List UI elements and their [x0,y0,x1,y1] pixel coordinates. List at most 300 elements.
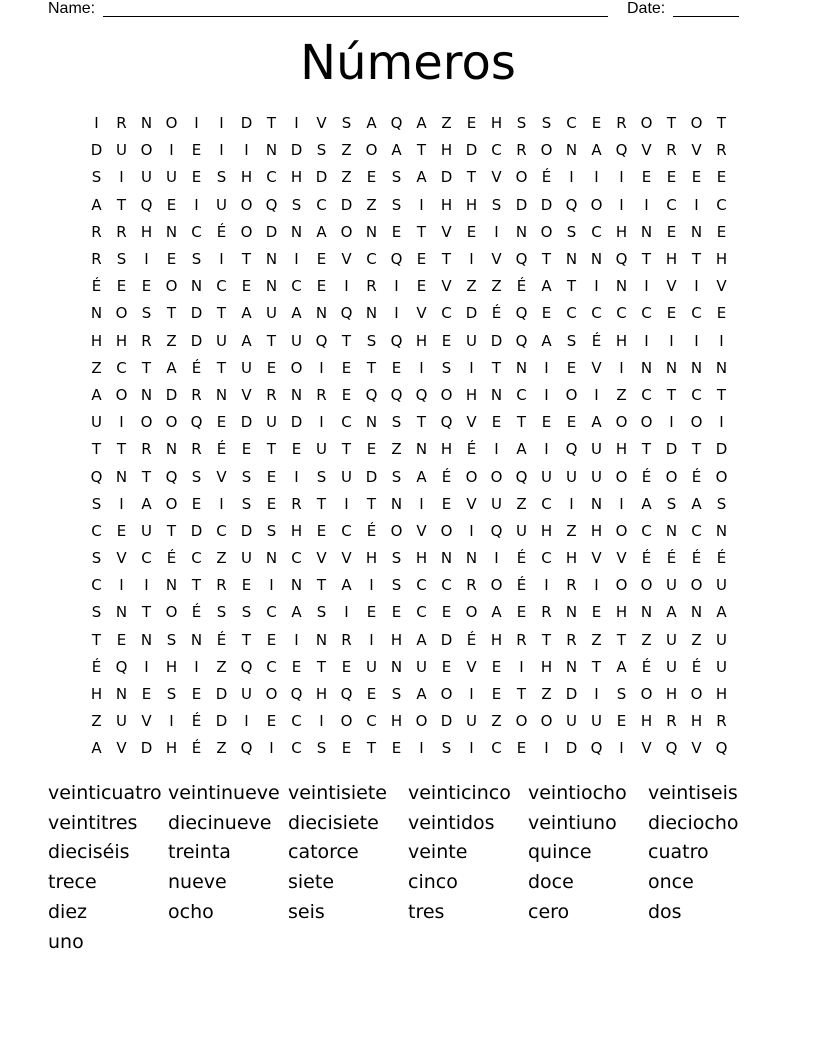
grid-letter[interactable]: O [165,114,178,133]
grid-letter[interactable]: E [241,440,252,459]
grid-letter[interactable]: D [190,521,203,540]
grid-letter[interactable]: Q [715,739,728,758]
grid-letter[interactable]: N [140,114,153,133]
grid-letter[interactable]: N [515,222,528,241]
name-field-line[interactable] [103,0,608,17]
grid-letter[interactable]: O [640,114,653,133]
grid-letter[interactable]: Q [365,385,378,404]
grid-letter[interactable]: É [641,549,652,568]
grid-letter[interactable]: D [290,413,303,432]
grid-letter[interactable]: E [191,494,202,513]
grid-letter[interactable]: S [266,521,277,540]
grid-letter[interactable]: A [291,603,302,622]
grid-letter[interactable]: N [265,549,278,568]
grid-letter[interactable]: I [644,331,649,350]
grid-letter[interactable]: N [165,222,178,241]
grid-letter[interactable]: É [366,521,377,540]
grid-letter[interactable]: Q [515,250,528,269]
grid-letter[interactable]: Q [240,657,253,676]
grid-letter[interactable]: T [566,277,577,296]
grid-letter[interactable]: D [515,195,528,214]
grid-letter[interactable]: C [666,195,677,214]
grid-letter[interactable]: Q [140,195,153,214]
grid-letter[interactable]: S [391,685,402,704]
grid-letter[interactable]: E [116,277,127,296]
grid-letter[interactable]: N [715,358,728,377]
grid-letter[interactable]: I [219,494,224,513]
grid-letter[interactable]: O [615,576,628,595]
grid-letter[interactable]: E [316,277,327,296]
grid-letter[interactable]: O [690,576,703,595]
grid-letter[interactable]: Q [190,413,203,432]
grid-letter[interactable]: R [716,141,727,160]
grid-letter[interactable]: Z [491,712,502,731]
grid-letter[interactable]: I [319,358,324,377]
grid-letter[interactable]: T [341,440,352,459]
grid-letter[interactable]: T [341,331,352,350]
grid-letter[interactable]: C [91,521,102,540]
grid-letter[interactable]: T [266,114,277,133]
grid-letter[interactable]: U [166,168,177,187]
grid-letter[interactable]: U [216,195,227,214]
grid-letter[interactable]: U [666,657,677,676]
grid-letter[interactable]: U [416,657,427,676]
grid-letter[interactable]: C [291,712,302,731]
grid-letter[interactable]: N [365,413,378,432]
grid-letter[interactable]: R [291,494,302,513]
grid-letter[interactable]: E [266,494,277,513]
grid-letter[interactable]: I [594,385,599,404]
grid-letter[interactable]: O [490,576,503,595]
grid-letter[interactable]: C [191,549,202,568]
grid-letter[interactable]: V [691,739,702,758]
grid-letter[interactable]: R [616,114,627,133]
grid-letter[interactable]: A [591,413,602,432]
grid-letter[interactable]: I [619,358,624,377]
grid-letter[interactable]: U [716,630,727,649]
grid-letter[interactable]: O [715,467,728,486]
grid-letter[interactable]: Z [91,712,102,731]
grid-letter[interactable]: S [241,494,252,513]
grid-letter[interactable]: I [169,141,174,160]
grid-letter[interactable]: V [241,385,252,404]
grid-letter[interactable]: I [619,739,624,758]
grid-letter[interactable]: I [244,141,249,160]
grid-letter[interactable]: N [565,603,578,622]
grid-letter[interactable]: U [241,358,252,377]
grid-letter[interactable]: Q [615,250,628,269]
grid-letter[interactable]: O [440,685,453,704]
grid-letter[interactable]: N [390,657,403,676]
grid-letter[interactable]: I [219,250,224,269]
grid-letter[interactable]: V [691,141,702,160]
grid-letter[interactable]: É [641,467,652,486]
grid-letter[interactable]: S [316,467,327,486]
grid-letter[interactable]: C [116,358,127,377]
grid-letter[interactable]: I [594,576,599,595]
grid-letter[interactable]: D [540,195,553,214]
grid-letter[interactable]: Q [565,440,578,459]
grid-letter[interactable]: V [341,250,352,269]
grid-letter[interactable]: N [265,277,278,296]
grid-letter[interactable]: T [416,141,427,160]
grid-letter[interactable]: O [515,712,528,731]
grid-letter[interactable]: C [566,304,577,323]
grid-letter[interactable]: I [394,277,399,296]
grid-letter[interactable]: V [491,250,502,269]
grid-letter[interactable]: I [144,576,149,595]
grid-letter[interactable]: A [541,277,552,296]
grid-letter[interactable]: V [616,549,627,568]
grid-letter[interactable]: O [140,413,153,432]
grid-letter[interactable]: H [90,685,103,704]
grid-letter[interactable]: I [194,114,199,133]
grid-letter[interactable]: U [116,141,127,160]
grid-letter[interactable]: E [491,685,502,704]
grid-letter[interactable]: C [641,385,652,404]
grid-letter[interactable]: S [91,549,102,568]
grid-letter[interactable]: I [544,576,549,595]
grid-letter[interactable]: H [640,712,653,731]
grid-letter[interactable]: T [491,358,502,377]
grid-letter[interactable]: C [216,521,227,540]
grid-letter[interactable]: C [216,277,227,296]
grid-letter[interactable]: N [665,521,678,540]
grid-letter[interactable]: É [191,739,202,758]
grid-letter[interactable]: V [641,739,652,758]
grid-letter[interactable]: N [490,385,503,404]
grid-letter[interactable]: T [541,630,552,649]
grid-letter[interactable]: S [191,250,202,269]
grid-letter[interactable]: S [491,195,502,214]
grid-letter[interactable]: É [91,657,102,676]
grid-letter[interactable]: Q [515,331,528,350]
grid-letter[interactable]: R [516,630,527,649]
grid-letter[interactable]: I [144,250,149,269]
grid-letter[interactable]: Q [440,413,453,432]
grid-letter[interactable]: É [91,277,102,296]
grid-letter[interactable]: C [691,304,702,323]
grid-letter[interactable]: C [141,549,152,568]
grid-letter[interactable]: R [141,440,152,459]
grid-letter[interactable]: A [666,603,677,622]
grid-letter[interactable]: T [641,440,652,459]
grid-letter[interactable]: Z [491,277,502,296]
grid-letter[interactable]: T [366,494,377,513]
grid-letter[interactable]: I [294,250,299,269]
grid-letter[interactable]: H [590,521,603,540]
grid-letter[interactable]: U [366,657,377,676]
grid-letter[interactable]: S [116,250,127,269]
grid-letter[interactable]: H [565,549,578,568]
grid-letter[interactable]: E [541,413,552,432]
grid-letter[interactable]: U [591,712,602,731]
grid-letter[interactable]: I [544,739,549,758]
grid-letter[interactable]: D [440,712,453,731]
grid-letter[interactable]: E [366,168,377,187]
grid-letter[interactable]: R [566,576,577,595]
grid-letter[interactable]: O [540,712,553,731]
grid-letter[interactable]: U [91,413,102,432]
grid-letter[interactable]: T [141,358,152,377]
grid-letter[interactable]: V [466,494,477,513]
grid-letter[interactable]: E [316,250,327,269]
grid-letter[interactable]: S [516,114,527,133]
grid-letter[interactable]: S [241,467,252,486]
grid-letter[interactable]: V [641,141,652,160]
grid-letter[interactable]: É [191,603,202,622]
grid-letter[interactable]: C [266,603,277,622]
grid-letter[interactable]: C [416,576,427,595]
grid-letter[interactable]: C [566,114,577,133]
grid-letter[interactable]: N [415,440,428,459]
grid-letter[interactable]: T [316,576,327,595]
grid-letter[interactable]: I [119,494,124,513]
grid-letter[interactable]: C [366,250,377,269]
grid-letter[interactable]: Q [615,141,628,160]
grid-letter[interactable]: E [191,685,202,704]
grid-letter[interactable]: Q [390,250,403,269]
grid-letter[interactable]: E [416,277,427,296]
grid-letter[interactable]: E [716,222,727,241]
grid-letter[interactable]: R [116,114,127,133]
grid-letter[interactable]: A [541,331,552,350]
grid-letter[interactable]: N [615,277,628,296]
grid-letter[interactable]: S [91,168,102,187]
grid-letter[interactable]: H [240,168,253,187]
grid-letter[interactable]: O [140,141,153,160]
grid-letter[interactable]: É [716,549,727,568]
grid-letter[interactable]: I [244,712,249,731]
grid-letter[interactable]: U [566,712,577,731]
grid-letter[interactable]: O [115,304,128,323]
grid-letter[interactable]: A [616,657,627,676]
grid-letter[interactable]: N [290,576,303,595]
grid-letter[interactable]: N [165,440,178,459]
grid-letter[interactable]: O [465,603,478,622]
grid-letter[interactable]: É [216,630,227,649]
grid-letter[interactable]: U [266,413,277,432]
grid-letter[interactable]: D [290,141,303,160]
grid-letter[interactable]: Q [415,385,428,404]
grid-letter[interactable]: E [191,141,202,160]
grid-letter[interactable]: N [365,304,378,323]
grid-letter[interactable]: I [594,277,599,296]
grid-letter[interactable]: I [119,413,124,432]
grid-letter[interactable]: S [666,494,677,513]
grid-letter[interactable]: I [469,685,474,704]
grid-letter[interactable]: N [265,141,278,160]
grid-letter[interactable]: Q [515,304,528,323]
grid-letter[interactable]: T [216,304,227,323]
grid-letter[interactable]: Z [541,685,552,704]
grid-letter[interactable]: E [666,168,677,187]
grid-letter[interactable]: T [591,657,602,676]
grid-letter[interactable]: O [165,603,178,622]
grid-letter[interactable]: I [194,195,199,214]
grid-letter[interactable]: H [165,739,178,758]
grid-letter[interactable]: Z [341,141,352,160]
grid-letter[interactable]: O [240,195,253,214]
grid-letter[interactable]: H [690,712,703,731]
grid-letter[interactable]: O [540,222,553,241]
grid-letter[interactable]: S [141,304,152,323]
grid-letter[interactable]: H [290,521,303,540]
grid-letter[interactable]: É [691,549,702,568]
grid-letter[interactable]: Q [340,685,353,704]
grid-letter[interactable]: N [215,385,228,404]
grid-letter[interactable]: I [269,576,274,595]
grid-letter[interactable]: R [341,630,352,649]
grid-letter[interactable]: U [466,712,477,731]
grid-letter[interactable]: E [341,739,352,758]
grid-letter[interactable]: E [241,576,252,595]
grid-letter[interactable]: H [415,331,428,350]
grid-letter[interactable]: N [590,494,603,513]
grid-letter[interactable]: E [141,277,152,296]
grid-letter[interactable]: H [615,331,628,350]
grid-letter[interactable]: A [166,358,177,377]
grid-letter[interactable]: I [719,413,724,432]
grid-letter[interactable]: I [694,195,699,214]
grid-letter[interactable]: Z [216,657,227,676]
grid-letter[interactable]: E [691,168,702,187]
grid-letter[interactable]: T [241,630,252,649]
grid-letter[interactable]: V [466,413,477,432]
grid-letter[interactable]: E [666,222,677,241]
grid-letter[interactable]: S [166,685,177,704]
grid-letter[interactable]: D [190,331,203,350]
grid-letter[interactable]: H [540,657,553,676]
grid-letter[interactable]: H [665,250,678,269]
grid-letter[interactable]: A [141,494,152,513]
grid-letter[interactable]: C [291,549,302,568]
grid-letter[interactable]: É [441,467,452,486]
grid-letter[interactable]: O [640,576,653,595]
grid-letter[interactable]: R [316,385,327,404]
grid-letter[interactable]: E [266,630,277,649]
grid-letter[interactable]: Z [691,630,702,649]
grid-letter[interactable]: R [716,712,727,731]
grid-letter[interactable]: I [494,549,499,568]
grid-letter[interactable]: É [216,440,227,459]
grid-letter[interactable]: N [115,467,128,486]
grid-letter[interactable]: N [140,385,153,404]
grid-letter[interactable]: I [369,630,374,649]
grid-letter[interactable]: U [266,304,277,323]
grid-letter[interactable]: I [219,141,224,160]
grid-letter[interactable]: O [515,168,528,187]
grid-letter[interactable]: D [490,331,503,350]
grid-letter[interactable]: A [241,304,252,323]
grid-letter[interactable]: V [466,657,477,676]
grid-letter[interactable]: H [490,630,503,649]
grid-letter[interactable]: H [440,141,453,160]
grid-letter[interactable]: R [191,440,202,459]
grid-letter[interactable]: N [365,222,378,241]
grid-letter[interactable]: É [691,657,702,676]
grid-letter[interactable]: I [169,712,174,731]
grid-letter[interactable]: E [291,657,302,676]
grid-letter[interactable]: É [466,440,477,459]
grid-letter[interactable]: T [266,331,277,350]
grid-letter[interactable]: Z [441,114,452,133]
grid-letter[interactable]: D [240,521,253,540]
grid-letter[interactable]: O [440,521,453,540]
grid-letter[interactable]: A [391,141,402,160]
grid-letter[interactable]: I [419,739,424,758]
grid-letter[interactable]: E [291,440,302,459]
grid-letter[interactable]: N [315,304,328,323]
grid-letter[interactable]: S [191,467,202,486]
grid-letter[interactable]: N [440,549,453,568]
grid-letter[interactable]: I [544,358,549,377]
grid-letter[interactable]: Q [390,331,403,350]
grid-letter[interactable]: T [516,413,527,432]
grid-letter[interactable]: A [416,114,427,133]
grid-letter[interactable]: I [669,413,674,432]
grid-letter[interactable]: I [369,576,374,595]
grid-letter[interactable]: E [141,685,152,704]
grid-letter[interactable]: C [616,304,627,323]
grid-letter[interactable]: H [415,549,428,568]
grid-letter[interactable]: D [315,168,328,187]
grid-letter[interactable]: E [316,521,327,540]
grid-letter[interactable]: V [716,277,727,296]
grid-letter[interactable]: I [594,685,599,704]
grid-letter[interactable]: N [140,630,153,649]
grid-letter[interactable]: E [391,739,402,758]
grid-letter[interactable]: V [341,549,352,568]
grid-letter[interactable]: H [90,331,103,350]
grid-letter[interactable]: A [516,440,527,459]
grid-letter[interactable]: A [416,685,427,704]
grid-letter[interactable]: A [241,331,252,350]
grid-letter[interactable]: V [591,358,602,377]
grid-letter[interactable]: D [665,440,678,459]
grid-letter[interactable]: É [541,168,552,187]
grid-letter[interactable]: É [641,657,652,676]
grid-letter[interactable]: O [415,712,428,731]
grid-letter[interactable]: I [394,304,399,323]
grid-letter[interactable]: C [541,494,552,513]
grid-letter[interactable]: C [641,304,652,323]
grid-letter[interactable]: N [590,250,603,269]
grid-letter[interactable]: Z [516,494,527,513]
grid-letter[interactable]: A [591,141,602,160]
grid-letter[interactable]: T [516,685,527,704]
grid-letter[interactable]: V [441,277,452,296]
grid-letter[interactable]: H [390,712,403,731]
grid-letter[interactable]: T [191,576,202,595]
grid-letter[interactable]: V [116,549,127,568]
grid-letter[interactable]: N [690,222,703,241]
date-field-line[interactable] [673,0,739,17]
grid-letter[interactable]: R [366,277,377,296]
grid-letter[interactable]: T [316,657,327,676]
grid-letter[interactable]: D [715,440,728,459]
grid-letter[interactable]: H [615,440,628,459]
grid-letter[interactable]: C [441,576,452,595]
grid-letter[interactable]: N [465,549,478,568]
grid-letter[interactable]: E [641,168,652,187]
grid-letter[interactable]: H [140,222,153,241]
grid-letter[interactable]: N [640,222,653,241]
grid-letter[interactable]: T [216,358,227,377]
grid-letter[interactable]: O [265,685,278,704]
grid-letter[interactable]: S [91,603,102,622]
grid-letter[interactable]: T [716,385,727,404]
